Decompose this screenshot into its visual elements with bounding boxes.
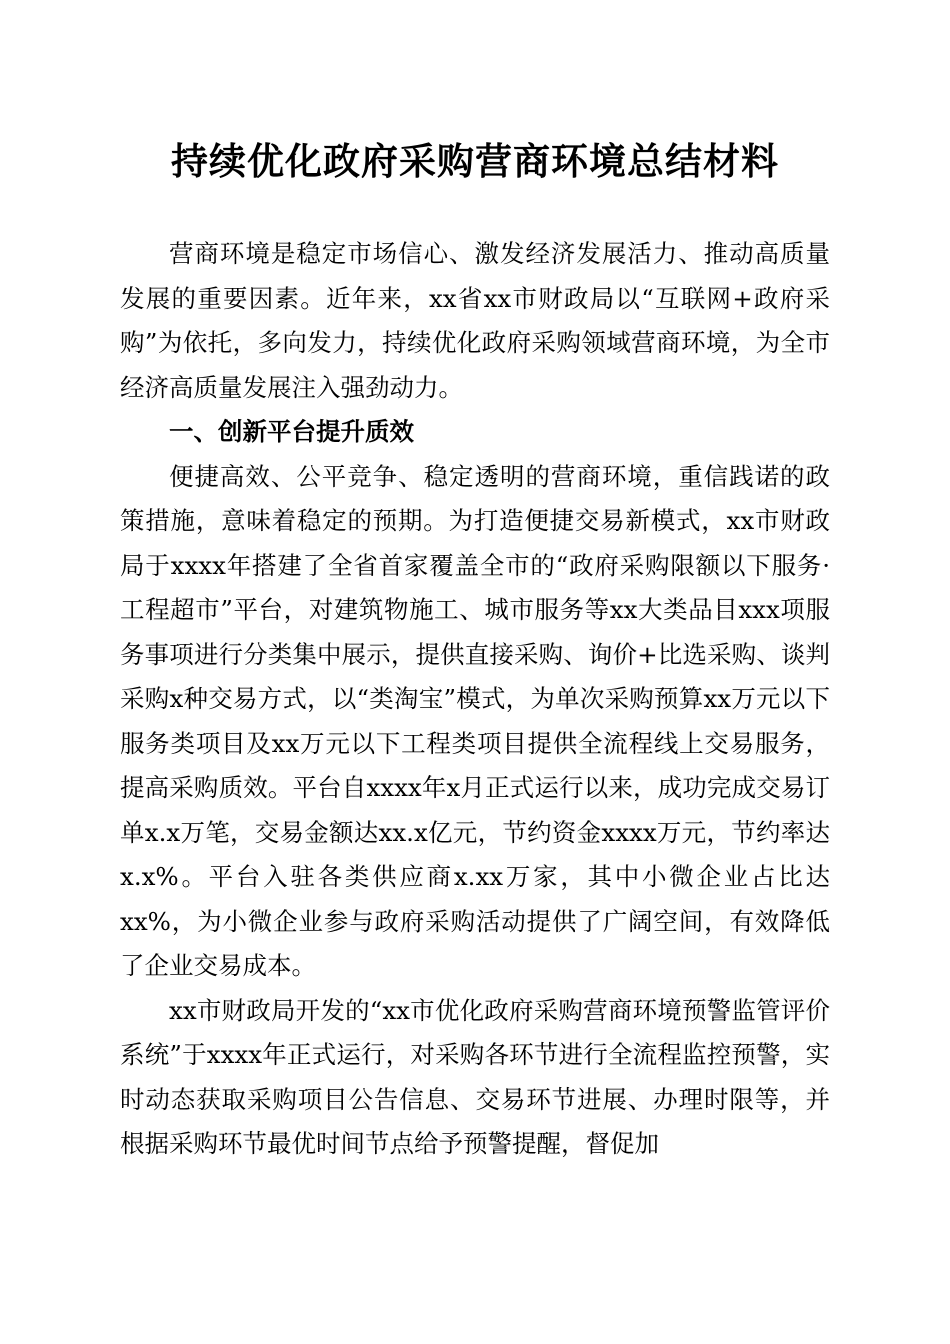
body-paragraph-monitoring: xx市财政局开发的“xx市优化政府采购营商环境预警监管评价系统”于xxxx年正式运行，对采购各环节进行全流程监控预警，实时动态获取采购项目公告信息、交易环节进展、办理时限等，并根据采购环节最优时间节点给予预警提醒，督促加	[120, 995, 830, 1158]
intro-paragraph: 营商环境是稳定市场信心、激发经济发展活力、推动高质量发展的重要因素。近年来，xx省xx市财政局以“互联网+政府采购”为依托，多向发力，持续优化政府采购领域营商环境，为全市经济高质量发展注入强劲动力。	[120, 239, 830, 402]
body-paragraph-platform: 便捷高效、公平竞争、稳定透明的营商环境，重信践诺的政策措施，意味着稳定的预期。为打造便捷交易新模式，xx市财政局于xxxx年搭建了全省首家覆盖全市的“政府采购限额以下服务·工程超市”平台，对建筑物施工、城市服务等xx大类品目xxx项服务事项进行分类集中展示，提供直接采购、询价+比选采购、谈判采购x种交易方式，以“类淘宝”模式，为单次采购预算xx万元以下服务类项目及xx万元以下工程类项目提供全流程线上交易服务，提高采购质效。平台自xxxx年x月正式运行以来，成功完成交易订单x.x万笔，交易金额达xx.x亿元，节约资金xxxx万元，节约率达x.x%。平台入驻各类供应商x.xx万家，其中小微企业占比达xx%，为小微企业参与政府采购活动提供了广阔空间，有效降低了企业交易成本。	[120, 461, 830, 980]
document-title: 持续优化政府采购营商环境总结材料	[171, 139, 779, 183]
document-body	[120, 232, 830, 1167]
section-heading: 一、创新平台提升质效	[169, 417, 414, 446]
